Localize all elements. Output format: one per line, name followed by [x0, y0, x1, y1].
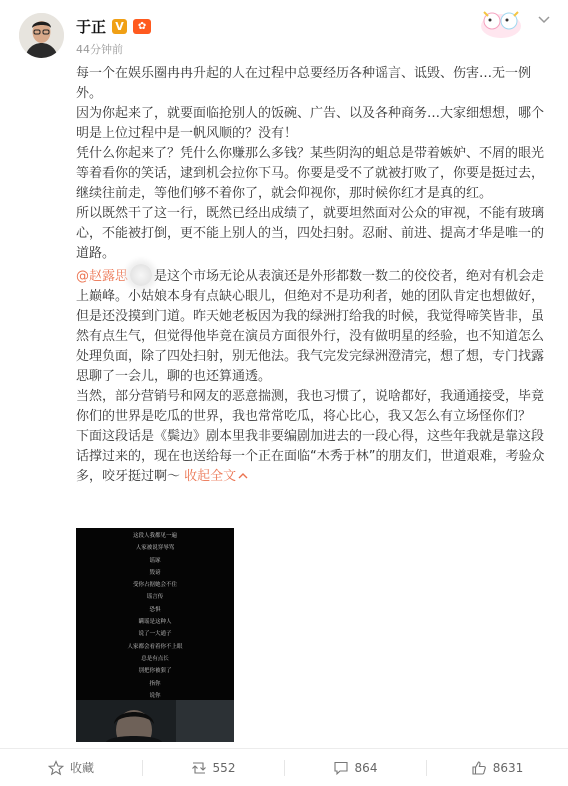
post-content [76, 64, 552, 487]
collapse-link[interactable] [184, 469, 248, 484]
avatar[interactable] [19, 13, 64, 58]
video-subtitle-line: 谣言传 [146, 594, 164, 601]
chevron-down-icon[interactable] [536, 12, 552, 28]
like-button[interactable] [426, 749, 568, 786]
action-bar [0, 748, 568, 786]
video-subtitle-line: 别把你被狠了 [138, 668, 172, 675]
video-subtitle-line: 瞒谣是这种人 [138, 619, 172, 626]
repost-button[interactable] [142, 749, 284, 786]
favorite-button[interactable] [0, 749, 142, 786]
chevron-up-icon [238, 472, 248, 480]
paragraph: 因为你起来了，就要面临抢别人的饭碗、广告、以及各种商务…大家细想想，哪个明是上位过程中是一帆风顺的？没有！ [76, 106, 545, 141]
mention-link[interactable]: @赵露思 [76, 269, 129, 284]
paragraph-last [76, 427, 552, 487]
username[interactable]: 于正 [76, 17, 107, 36]
paragraph-text: 是这个市场无论从表演还是外形都数一数二的佼佼者，绝对有机会走上巅峰。小姑娘本身有点缺心眼儿，但绝对不是功利者，她的团队肯定也想做好，但是还没摸到门道。昨天她老板因为我的绿洲打给我的时候，我觉得啼笑皆非，虽然有点生气，但觉得他毕竟在演员方面很外行，没有做明星的经验，也不知道怎么处理负面，除了四处扫射，别无他法。我气完发完绿洲澄清完，想了想，专门找露思聊了一会儿，聊的也还算通透。 [76, 269, 545, 384]
vip-badge-icon: ✿ [133, 19, 151, 34]
comment-icon [333, 760, 349, 776]
repost-count: 552 [212, 760, 236, 775]
collapse-label[interactable]: 收起全文 [184, 469, 237, 484]
paragraph-text: 下面这段话是《鬓边》剧本里我非要编剧加进去的一段心得，这些年我就是靠这段话撑过来的，现在也送给每一个正在面临“木秀于林”的朋友们，世道艰难，考验众多，咬牙挺过啊～ [76, 429, 545, 484]
video-subtitle-line: 总是有点长 [141, 655, 169, 662]
like-count: 8631 [492, 760, 524, 775]
video-subtitle-line: 受你占据她会不住 [132, 582, 177, 589]
blurred-region [130, 264, 152, 286]
decorative-sticker-icon [478, 6, 524, 40]
paragraph: 每一个在娱乐圈冉冉升起的人在过程中总要经历各种谣言、诋毁、伤害…无一例外。 [76, 66, 532, 101]
video-thumbnail[interactable] [76, 528, 234, 742]
video-scene-image [76, 700, 234, 742]
video-subtitle-line: 指你 [149, 680, 161, 687]
paragraph-mention [76, 264, 552, 387]
paragraph: 当然，部分营销号和网友的恶意揣测，我也习惯了，说啥都好，我通通接受，毕竟你们的世界是吃瓜的世界，我也常常吃瓜，将心比心，我又怎么有立场怪你们？ [76, 389, 545, 424]
video-subtitle-line: 毁谤 [149, 569, 161, 576]
favorite-label: 收藏 [69, 761, 94, 775]
paragraph: 凭什么你起来了？凭什么你赚那么多钱？某些阴沟的蛆总是带着嫉妒、不屑的眼光等着看你的笑话，逮到机会拉你下马。你要是受不了就被打败了，你要是挺过去，继续往前走，等他们够不着你了，就会仰视你，那时候你红才是真的红。 [76, 146, 545, 201]
video-subtitle-line: 恐惧 [149, 606, 161, 613]
video-subtitle-line: 谣诼 [149, 557, 161, 564]
paragraph: 所以既然干了这一行，既然已经出成绩了，就要坦然面对公众的审视，不能有玻璃心，不能被打倒，更不能上别人的当，四处扫射。忍耐、前进、提高才华是唯一的道路。 [76, 206, 545, 261]
star-icon [48, 760, 64, 776]
video-subtitle-lines [76, 530, 234, 714]
video-subtitle-line: 说了一大通子 [138, 631, 172, 638]
thumbs-up-icon [471, 760, 487, 776]
video-subtitle-line: 这段人我都见一遍 [132, 533, 177, 539]
comment-count: 864 [354, 760, 378, 775]
post-time[interactable]: 44分钟前 [76, 43, 123, 56]
video-subtitle-line: 人家被说穿辱骂 [135, 545, 175, 552]
video-subtitle-line: 说你 [149, 692, 161, 699]
comment-button[interactable] [284, 749, 426, 786]
video-subtitle-line: 人家都会看着你不上眼 [127, 643, 183, 650]
repost-icon [191, 760, 207, 776]
post-header [0, 0, 568, 66]
verified-badge-icon: V [112, 19, 127, 34]
